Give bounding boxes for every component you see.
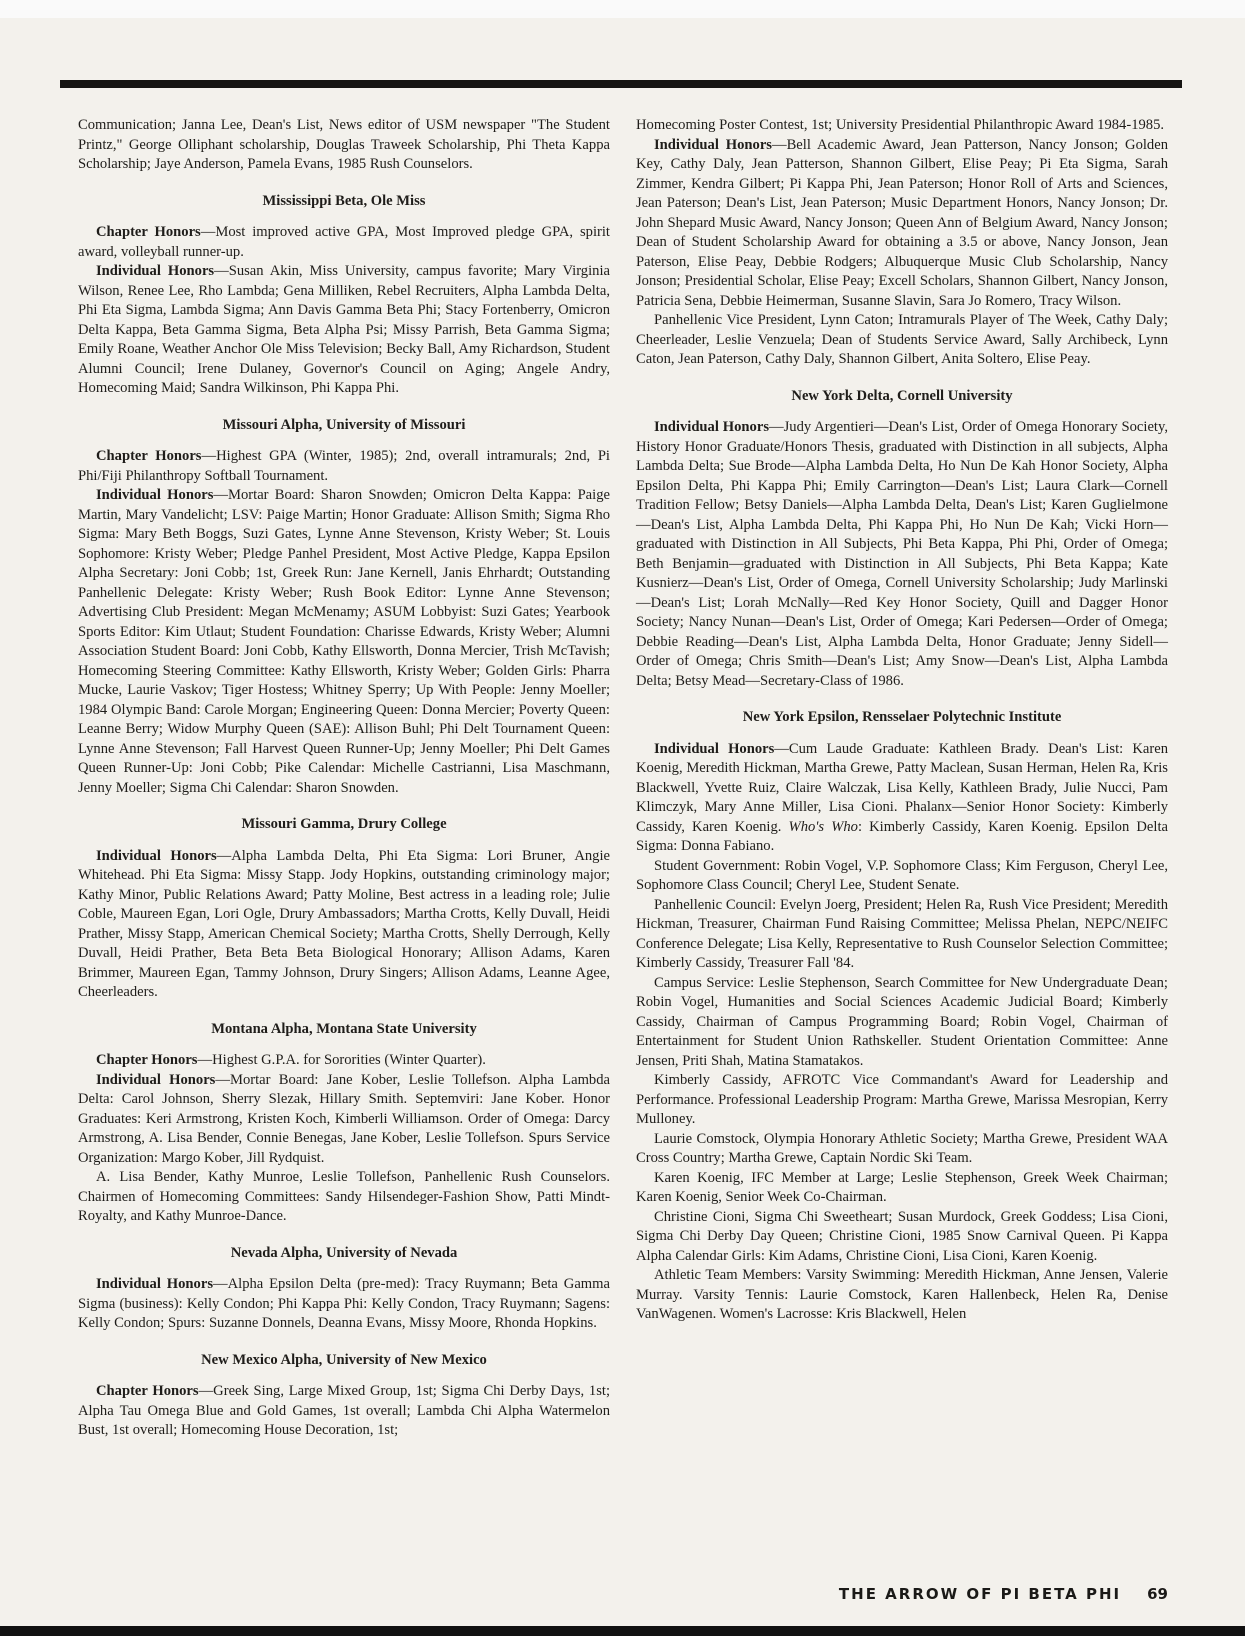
paragraph: Homecoming Poster Contest, 1st; University Presidential Philanthropic Award 1984-1985. xyxy=(636,117,1165,133)
section-heading-new-mexico-alpha: New Mexico Alpha, University of New Mexico xyxy=(201,1351,487,1368)
individual-honors-text: —Cum Laude Graduate: Kathleen Brady. Dean's List: Karen Koenig, Meredith Hickman, Martha Grewe, Patty Maclean, Susan Herman, Helen Ra, Kris Blackwell, Yvette Ruiz, Claire Walczak, Lisa Kelly, Kathleen Brady, Julie Nucci, Pam Klimczyk, Mary Anne Miller, Lisa Cioni. Phalanx—Senior Honor Society: Kimberly Cassidy, Karen Koenig. xyxy=(636,740,1168,835)
chapter-honors-text: —Highest GPA (Winter, 1985); 2nd, overall intramurals; 2nd, Pi Phi/Fiji Philanthropy Softball Tournament. xyxy=(78,448,610,484)
individual-honors-text: —Susan Akin, Miss University, campus favorite; Mary Virginia Wilson, Renee Lee, Rho Lambda; Gena Milliken, Rebel Recruiters, Alpha Lambda Delta, Phi Eta Sigma, Lambda Sigma; Ann Davis Gamma Beta Phi; Stacy Fortenberry, Omicron Delta Kappa, Beta Gamma Sigma, Beta Alpha Psi; Missy Parrish, Beta Gamma Sigma; Emily Roane, Weather Anchor Ole Miss Television; Becky Ball, Amy Richardson, Student Alumni Council; Irene Dulaney, Governor's Council on Aging; Angele Andry, Homecoming Maid; Sandra Wilkinson, Phi Kappa Phi. xyxy=(78,263,610,396)
paragraph: Campus Service: Leslie Stephenson, Search Committee for New Undergraduate Dean; Robin Vogel, Humanities and Social Sciences Academic Judicial Board; Kimberly Cassidy, Chairman of Campus Programming Board; Robin Vogel, Chairman of Entertainment for Student Union Rathskeller. Student Orientation Committee: Anne Jensen, Priti Shah, Matina Stamatakos. xyxy=(636,974,1168,1069)
individual-honors-text: —Mortar Board: Jane Kober, Leslie Tollefson. Alpha Lambda Delta: Carol Johnson, Sherry Slezak, Hillary Smith. Septemviri: Jane Kober. Honor Graduates: Keri Armstrong, Kristen Koch, Kimberli Williamson. Order of Omega: Darcy Armstrong, A. Lisa Bender, Connie Benegas, Jane Kober, Leslie Tollefson. Spurs Service Organization: Margo Kober, Jill Rydquist. xyxy=(78,1071,610,1166)
section-heading-missouri-gamma: Missouri Gamma, Drury College xyxy=(241,816,447,832)
left-column xyxy=(78,116,610,1441)
individual-honors-label: Individual Honors xyxy=(654,740,775,757)
individual-honors-label: Individual Honors xyxy=(96,487,214,503)
chapter-honors-text: —Greek Sing, Large Mixed Group, 1st; Sigma Chi Derby Days, 1st; Alpha Tau Omega Blue and Gold Games, 1st overall; Lambda Chi Alpha Watermelon Bust, 1st overall; Homecoming House Decoration, 1st; xyxy=(78,1383,610,1438)
section-heading-nevada-alpha: Nevada Alpha, University of Nevada xyxy=(230,1244,458,1261)
paragraph xyxy=(78,1051,610,1071)
chapter-honors-text: —Most improved active GPA, Most Improved pledge GPA, spirit award, volleyball runner-up. xyxy=(78,224,610,260)
page-footer xyxy=(838,1585,1168,1603)
section-heading-mississippi-beta: Mississippi Beta, Ole Miss xyxy=(262,192,426,209)
individual-honors-label: Individual Honors xyxy=(96,263,215,279)
paragraph xyxy=(636,740,1168,857)
individual-honors-label: Individual Honors xyxy=(96,1276,213,1292)
paragraph xyxy=(636,418,1168,691)
chapter-honors-text: —Highest G.P.A. for Sororities (Winter Quarter). xyxy=(197,1052,486,1068)
individual-honors-text: —Mortar Board: Sharon Snowden; Omicron Delta Kappa: Paige Martin, Mary Vandelicht; LSV: Paige Martin; Honor Graduate: Allison Smith; Sigma Rho Sigma: Mary Beth Boggs, Suzi Gates, Lynne Anne Stevenson, Kristy Weber; St. Louis Sophomore: Kristy Weber; Pledge Panhel President, Most Active Pledge, Kappa Epsilon Alpha Secretary: Joni Cobb; 1st, Greek Run: Jane Kernell, Janis Ehrhardt; Outstanding Panhellenic Delegate: Kristy Weber; Rush Book Editor: Lynne Anne Stevenson; Advertising Club President: Megan McMenamy; ASUM Lobbyist: Suzi Gates; Yearbook Sports Editor: Kim Utlaut; Student Foundation: Charisse Edwards, Kristy Weber; Alumni Association Student Board: Joni Cobb, Kathy Ellsworth, Donna Mercier, Trish McTavish; Homecoming Steering Committee: Kathy Ellsworth, Kristy Weber; Golden Girls: Pharra Mucke, Laurie Vaskov; Tiger Hostess; Whitney Sperry; Up With People: Jenny Moeller; 1984 Olympic Band: Carole Morgan; Engineering Queen: Donna Mercier; Poverty Queen: Leanne Berry; Widow Murphy Queen (SAE): Allison Buhl; Phi Delt Tournament Queen: Lynne Anne Stevenson; Fall Harvest Queen Runner-Up; Jenny Moeller; Phi Delt Games Queen Runner-Up: Joni Cobb; Pike Calendar: Michelle Castrianni, Lisa Maschmann, Jenny Moeller; Sigma Chi Calendar: Sharon Snowden. xyxy=(78,487,610,796)
paragraph: Karen Koenig, IFC Member at Large; Leslie Stephenson, Greek Week Chairman; Karen Koenig, Senior Week Co-Chairman. xyxy=(636,1169,1168,1205)
individual-honors-text: —Judy Argentieri—Dean's List, Order of Omega Honorary Society, History Honor Graduate/Honors Thesis, graduated with Distinction in all subjects, Alpha Lambda Delta; Sue Brode—Alpha Lambda Delta, Ho Nun De Kah Honor Society, Alpha Epsilon Delta, Phi Kappa Phi; Emily Carrington—Dean's List; Laura Clark—Cornell Tradition Fellow; Betsy Daniels—Alpha Lambda Delta, Dean's List; Karen Guglielmone—Dean's List, Alpha Lambda Delta, Phi Kappa Phi, Ho Nun De Kah; Vicki Horn—graduated with Distinction in All Subjects, Phi Beta Kappa, Phi Phi, Order of Omega; Beth Benjamin—graduated with Distinction in All Subjects, Phi Beta Kappa; Kate Kusnierz—Dean's List, Order of Omega, Cornell University Scholarship; Judy Marlinski—Dean's List; Lorah McNally—Red Key Honor Society, Quill and Dagger Honor Society; Nancy Nunan—Dean's List, Order of Omega; Kari Pedersen—Order of Omega; Debbie Reading—Dean's List, Alpha Lambda Delta, Honor Graduate; Jenny Sidell—Order of Omega; Chris Smith—Dean's List; Amy Snow—Dean's List, Alpha Lambda Delta; Betsy Mead—Secretary-Class of 1986. xyxy=(636,419,1168,689)
paragraph: A. Lisa Bender, Kathy Munroe, Leslie Tollefson, Panhellenic Rush Counselors. Chairmen of Homecoming Committees: Sandy Hilsendeger-Fashion Show, Patti Mindt-Royalty, and Kathy Munroe-Dance. xyxy=(78,1169,610,1224)
paragraph: Athletic Team Members: Varsity Swimming: Meredith Hickman, Anne Jensen, Valerie Murray. Varsity Tennis: Laurie Comstock, Karen Hallenbeck, Helen Ra, Denise VanWagenen. Women's Lacrosse: Kris Blackwell, Helen xyxy=(636,1267,1168,1322)
section-heading-new-york-epsilon: New York Epsilon, Rensselaer Polytechnic Institute xyxy=(742,709,1062,725)
individual-honors-label: Individual Honors xyxy=(654,419,769,435)
paragraph: Kimberly Cassidy, AFROTC Vice Commandant's Award for Leadership and Performance. Professional Leadership Program: Martha Grewe, Marissa Mesropian, Kerry Mulloney. xyxy=(636,1072,1168,1127)
page-top-margin xyxy=(0,0,1245,18)
individual-honors-label: Individual Honors xyxy=(654,136,772,153)
paragraph: Panhellenic Council: Evelyn Joerg, President; Helen Ra, Rush Vice President; Meredith Hickman, Treasurer, Chairman Fund Raising Committee; Melissa Phelan, NEPC/NEIFC Conference Delegate; Lisa Kelly, Representative to Rush Counselor Selection Committee; Kimberly Cassidy, Treasurer Fall '84. xyxy=(636,896,1168,971)
right-column xyxy=(636,116,1168,1325)
scan-bottom-edge xyxy=(0,1626,1245,1636)
paragraph: Panhellenic Vice President, Lynn Caton; Intramurals Player of The Week, Cathy Daly; Cheerleader, Leslie Venzuela; Dean of Students Service Award, Sally Archibeck, Lynn Caton, Jean Paterson, Cathy Daly, Shannon Gilbert, Anita Soltero, Elise Peay. xyxy=(636,312,1168,367)
individual-honors-text: —Alpha Epsilon Delta (pre-med): Tracy Ruymann; Beta Gamma Sigma (business): Kelly Condon; Phi Kappa Phi: Kelly Condon, Tracy Ruymann; Sagens: Kelly Condon; Spurs: Suzanne Donnels, Deanna Evans, Missy Moore, Rhonda Hopkins. xyxy=(78,1276,610,1331)
chapter-honors-label: Chapter Honors xyxy=(96,448,202,464)
paragraph xyxy=(78,262,610,399)
paragraph: Student Government: Robin Vogel, V.P. Sophomore Class; Kim Ferguson, Cheryl Lee, Sophomore Class Council; Cheryl Lee, Student Senate. xyxy=(636,857,1168,893)
section-heading-montana-alpha: Montana Alpha, Montana State University xyxy=(211,1020,477,1037)
paragraph xyxy=(78,1071,610,1169)
chapter-honors-label: Chapter Honors xyxy=(96,1052,198,1068)
header-rule xyxy=(60,80,1182,88)
chapter-honors-label: Chapter Honors xyxy=(96,1383,199,1399)
individual-honors-text: —Alpha Lambda Delta, Phi Eta Sigma: Lori Bruner, Angie Whitehead. Phi Eta Sigma: Missy Stapp. Jody Hopkins, outstanding criminology major; Kathy Minor, Public Relations Award; Patty Moline, Best actress in a leading role; Julie Coble, Maureen Egan, Lori Ogle, Drury Ambassadors; Martha Crotts, Kelly Duvall, Heidi Prather, Missy Stapp, American Chemical Society; Martha Crotts, Shelly Derrough, Kelly Duvall, Heidi Prather, Beta Beta Beta Biological Honorary; Allison Adams, Karen Brimmer, Maureen Egan, Tammy Johnson, Drury Singers; Allison Adams, Leanne Agee, Cheerleaders. xyxy=(78,847,610,1000)
paragraph: Laurie Comstock, Olympia Honorary Athletic Society; Martha Grewe, President WAA Cross Country; Martha Grewe, Captain Nordic Ski Team. xyxy=(636,1130,1168,1166)
paragraph xyxy=(78,1275,610,1334)
paragraph xyxy=(78,1382,610,1441)
page-number: 69 xyxy=(1147,1585,1168,1603)
section-heading-new-york-delta: New York Delta, Cornell University xyxy=(791,387,1013,404)
chapter-honors-label: Chapter Honors xyxy=(96,224,201,240)
paragraph xyxy=(78,223,610,262)
paragraph: Christine Cioni, Sigma Chi Sweetheart; Susan Murdock, Greek Goddess; Lisa Cioni, Sigma Chi Derby Day Queen; Christine Cioni, 1985 Snow Carnival Queen. Pi Kappa Alpha Calendar Girls: Kim Adams, Christine Cioni, Lisa Cioni, Karen Koenig. xyxy=(636,1208,1168,1264)
individual-honors-text: —Bell Academic Award, Jean Patterson, Nancy Jonson; Golden Key, Cathy Daly, Jean Patterson, Shannon Gilbert, Elise Peay; Pi Eta Sigma, Sarah Zimmer, Kendra Gilbert; Pi Kappa Phi, Jean Paterson; Honor Roll of Arts and Sciences, Jean Paterson; Dean's List, Jean Paterson; Music Department Honors, Nancy Jonson; Dr. John Shepard Music Award, Nancy Jonson; Queen Ann of Belgium Award, Nancy Jonson; Dean of Student Scholarship Award for obtaining a 3.5 or above, Nancy Jonson, Jean Paterson, Elise Peay, Debbie Rodgers; Albuquerque Music Club Scholarship, Nancy Jonson; Presidential Scholar, Elise Peay; Excell Scholars, Shannon Gilbert, Nancy Jonson, Patricia Sena, Debbie Heimerman, Susanne Slavin, Sara Jo Romero, Tracy Wilson. xyxy=(636,136,1168,309)
section-heading-missouri-alpha: Missouri Alpha, University of Missouri xyxy=(222,416,466,433)
paragraph xyxy=(636,136,1168,312)
individual-honors-label: Individual Honors xyxy=(96,1071,216,1088)
individual-honors-label: Individual Honors xyxy=(96,847,217,864)
paragraph xyxy=(78,447,610,486)
individual-honors-text: : Kimberly Cassidy, Karen Koenig. Epsilon Delta Sigma: Donna Fabiano. xyxy=(636,818,1168,854)
intro-paragraph: Communication; Janna Lee, Dean's List, News editor of USM newspaper "The Student Printz," George Olliphant scholarship, Douglas Traweek Scholarship, Phi Theta Kappa Scholarship; Jaye Anderson, Pamela Evans, 1985 Rush Counselors. xyxy=(78,117,610,172)
paragraph xyxy=(78,486,610,798)
paragraph xyxy=(78,847,610,1003)
publication-title: THE ARROW OF PI BETA PHI xyxy=(838,1585,1122,1603)
whos-who-italic: Who's Who xyxy=(788,818,858,835)
